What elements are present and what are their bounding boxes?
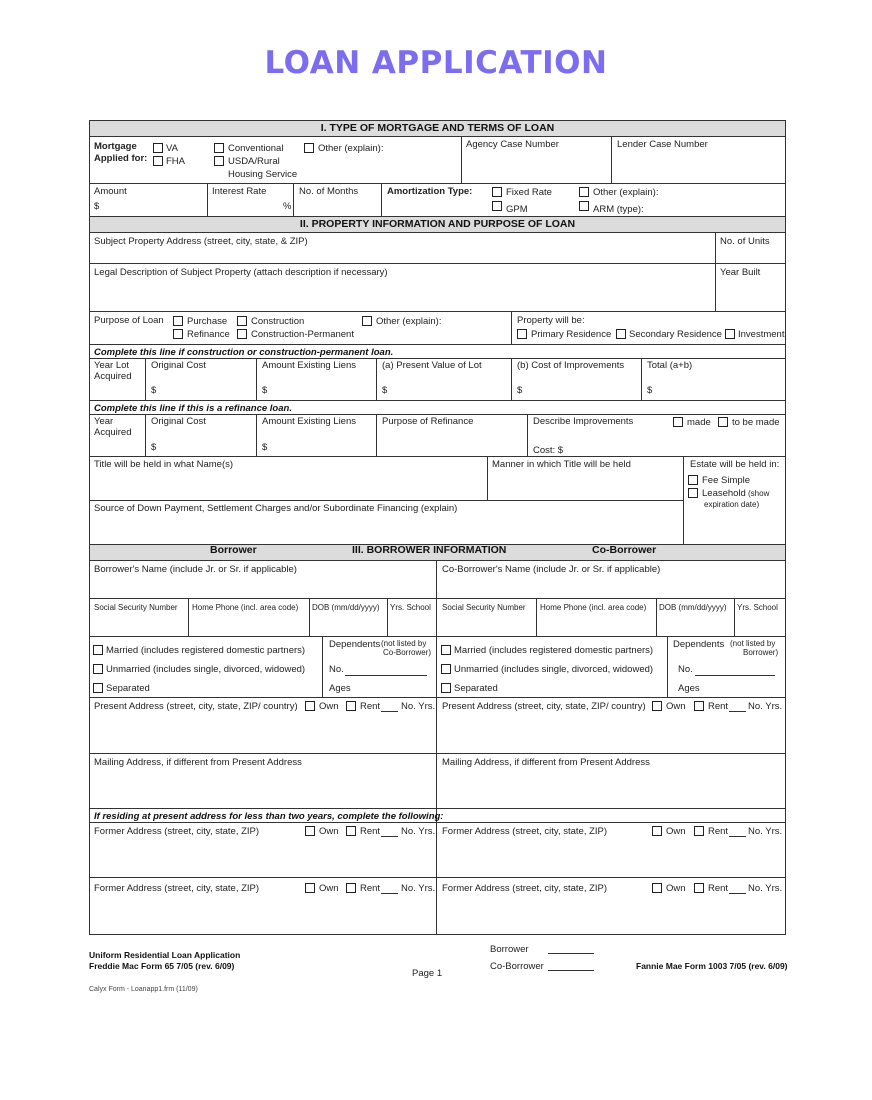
refi-purpose-label: Purpose of Refinance (382, 416, 474, 427)
refi-original-cost-dollar: $ (151, 442, 157, 453)
refi-original-cost-label: Original Cost (151, 416, 206, 427)
describe-improvements-label: Describe Improvements (533, 416, 634, 427)
units-label: No. of Units (720, 236, 770, 247)
mortgage-applied-label-2: Applied for: (94, 153, 148, 164)
property-address-label: Subject Property Address (street, city, state, & ZIP) (94, 236, 308, 247)
b-married-checkbox[interactable] (93, 645, 103, 655)
c-ages-label: Ages (678, 683, 700, 694)
leasehold-label: Leasehold (702, 488, 746, 499)
b-own-label: Own (319, 701, 339, 712)
va-checkbox[interactable] (153, 143, 163, 153)
section-3-header (89, 544, 786, 561)
b-former-2-rent-label: Rent (360, 883, 381, 894)
c-former-1-no-yrs-label: No. Yrs. (748, 826, 783, 837)
other-mortgage-checkbox[interactable] (304, 143, 314, 153)
c-former-1-own-checkbox[interactable] (652, 826, 662, 836)
b-former-2-no-yrs-label: No. Yrs. (401, 883, 436, 894)
b-unmarried-checkbox[interactable] (93, 664, 103, 674)
purpose-label: Purpose of Loan (94, 315, 164, 326)
present-value-label: (a) Present Value of Lot (382, 360, 482, 371)
primary-residence-label: Primary Residence (531, 329, 612, 340)
cost-improvements-dollar: $ (517, 385, 523, 396)
original-cost-label: Original Cost (151, 360, 206, 371)
manner-title-label: Manner in which Title will be held (492, 459, 631, 470)
c-separated-checkbox[interactable] (441, 683, 451, 693)
c-former-2-no-yrs-label: No. Yrs. (748, 883, 783, 894)
leasehold-checkbox[interactable] (688, 488, 698, 498)
b-phone-label: Home Phone (incl. area code) (192, 603, 299, 612)
c-own-checkbox[interactable] (652, 701, 662, 711)
construction-checkbox[interactable] (237, 316, 247, 326)
fha-label: FHA (166, 156, 185, 167)
b-unmarried-label: Unmarried (includes single, divorced, widowed) (106, 664, 306, 675)
c-former-2-own-label: Own (666, 883, 686, 894)
b-former-1-own-label: Own (319, 826, 339, 837)
refinance-label: Refinance (187, 329, 230, 340)
b-dependents-note: (not listed by (381, 639, 427, 648)
purchase-label: Purchase (187, 316, 228, 327)
months-label: No. of Months (299, 186, 359, 197)
existing-liens-label: Amount Existing Liens (262, 360, 356, 371)
secondary-residence-label: Secondary Residence (629, 329, 722, 340)
made-label: made (687, 417, 711, 428)
footer-page-number: Page 1 (412, 968, 443, 979)
va-label: VA (166, 143, 178, 154)
c-married-label: Married (includes registered domestic partners) (454, 645, 654, 656)
b-ssn-label: Social Security Number (94, 603, 178, 612)
c-phone-label: Home Phone (incl. area code) (540, 603, 647, 612)
interest-rate-label: Interest Rate (212, 186, 267, 197)
usda-label: USDA/Rural (228, 156, 280, 167)
c-yrs-school-label: Yrs. School (737, 603, 778, 612)
arm-checkbox[interactable] (579, 201, 589, 211)
borrower-heading: Borrower (210, 544, 257, 556)
original-cost-dollar: $ (151, 385, 157, 396)
coborrower-name-label: Co-Borrower's Name (include Jr. or Sr. if applicable) (442, 564, 661, 575)
other-mortgage-label: Other (explain): (318, 143, 384, 154)
refinance-checkbox[interactable] (173, 329, 183, 339)
refi-existing-liens-dollar: $ (262, 442, 268, 453)
lender-case-label: Lender Case Number (617, 139, 708, 150)
c-dependents-note-2: Borrower) (743, 648, 779, 657)
other-amort-label: Other (explain): (593, 187, 659, 198)
other-purpose-label: Other (explain): (376, 316, 442, 327)
estate-label: Estate will be held in: (690, 459, 780, 470)
fixed-rate-label: Fixed Rate (506, 187, 552, 198)
leasehold-note: (show (748, 489, 770, 498)
present-value-dollar: $ (382, 385, 388, 396)
c-former-1-rent-label: Rent (708, 826, 729, 837)
investment-label: Investment (738, 329, 785, 340)
improvement-cost-label: Cost: $ (533, 445, 564, 456)
usda-checkbox[interactable] (214, 156, 224, 166)
b-own-checkbox[interactable] (305, 701, 315, 711)
year-lot-label: Year Lot (94, 360, 130, 371)
to-be-made-label: to be made (732, 417, 780, 428)
amount-dollar: $ (94, 201, 100, 212)
c-dependents-label: Dependents (673, 639, 725, 650)
mortgage-applied-label: Mortgage (94, 141, 137, 152)
c-unmarried-label: Unmarried (includes single, divorced, widowed) (454, 664, 654, 675)
c-mailing-address-label: Mailing Address, if different from Present Address (442, 757, 650, 768)
gpm-checkbox[interactable] (492, 201, 502, 211)
footer-coborrower-initials-label: Co-Borrower (490, 961, 544, 972)
footer-borrower-initials-label: Borrower (490, 944, 529, 955)
b-rent-label: Rent (360, 701, 381, 712)
fee-simple-checkbox[interactable] (688, 475, 698, 485)
b-no-label: No. (329, 664, 344, 675)
footer-freddie: Freddie Mac Form 65 7/05 (rev. 6/09) (89, 961, 235, 971)
interest-percent: % (283, 201, 292, 212)
b-former-2-own-label: Own (319, 883, 339, 894)
b-former-1-no-yrs-label: No. Yrs. (401, 826, 436, 837)
leasehold-note-2: expiration date) (704, 500, 760, 509)
c-former-address-1-label: Former Address (street, city, state, ZIP) (442, 826, 608, 837)
b-present-address-label: Present Address (street, city, state, ZIP/ country) (94, 701, 298, 712)
page-title: LOAN APPLICATION (264, 45, 608, 81)
b-former-1-rent-label: Rent (360, 826, 381, 837)
year-lot-label-2: Acquired (94, 371, 132, 382)
c-dependents-note: (not listed by (730, 639, 776, 648)
residing-heading: If residing at present address for less than two years, complete the following: (94, 811, 444, 822)
b-separated-checkbox[interactable] (93, 683, 103, 693)
property-will-be-label: Property will be: (517, 315, 585, 326)
c-no-yrs-label: No. Yrs. (748, 701, 783, 712)
b-former-address-1-label: Former Address (street, city, state, ZIP) (94, 826, 260, 837)
conventional-checkbox[interactable] (214, 143, 224, 153)
primary-residence-checkbox[interactable] (517, 329, 527, 339)
construction-perm-label: Construction-Permanent (251, 329, 354, 340)
total-dollar: $ (647, 385, 653, 396)
refi-existing-liens-label: Amount Existing Liens (262, 416, 356, 427)
year-label: Year (94, 416, 114, 427)
b-former-address-2-label: Former Address (street, city, state, ZIP) (94, 883, 260, 894)
other-purpose-checkbox[interactable] (362, 316, 372, 326)
b-dependents-label: Dependents (329, 639, 381, 650)
b-yrs-school-label: Yrs. School (390, 603, 431, 612)
purchase-checkbox[interactable] (173, 316, 183, 326)
refinance-line-heading: Complete this line if this is a refinance loan. (94, 403, 292, 414)
c-former-2-rent-label: Rent (708, 883, 729, 894)
c-former-1-rent-checkbox[interactable] (694, 826, 704, 836)
cost-improvements-label: (b) Cost of Improvements (517, 360, 625, 371)
investment-checkbox[interactable] (725, 329, 735, 339)
borrower-info-heading: III. BORROWER INFORMATION (352, 544, 507, 556)
c-former-2-own-checkbox[interactable] (652, 883, 662, 893)
section-2-header: II. PROPERTY INFORMATION AND PURPOSE OF LOAN (89, 216, 786, 233)
amortization-label: Amortization Type: (387, 186, 473, 197)
c-unmarried-checkbox[interactable] (441, 664, 451, 674)
c-former-2-rent-checkbox[interactable] (694, 883, 704, 893)
total-label: Total (a+b) (647, 360, 693, 371)
gpm-label: GPM (506, 204, 528, 215)
existing-liens-dollar: $ (262, 385, 268, 396)
b-dependents-note-2: Co-Borrower) (383, 648, 432, 657)
secondary-residence-checkbox[interactable] (616, 329, 626, 339)
c-present-address-label: Present Address (street, city, state, ZIP/ country) (442, 701, 646, 712)
c-rent-label: Rent (708, 701, 729, 712)
footer-calyx: Calyx Form - Loanapp1.frm (11/09) (89, 986, 198, 993)
borrower-name-label: Borrower's Name (include Jr. or Sr. if applicable) (94, 564, 297, 575)
footer-fannie: Fannie Mae Form 1003 7/05 (rev. 6/09) (636, 961, 788, 971)
c-separated-label: Separated (454, 683, 498, 694)
c-rent-checkbox[interactable] (694, 701, 704, 711)
year-built-label: Year Built (720, 267, 761, 278)
source-down-payment-label: Source of Down Payment, Settlement Charges and/or Subordinate Financing (explain) (94, 503, 458, 514)
b-former-1-own-checkbox[interactable] (305, 826, 315, 836)
c-ssn-label: Social Security Number (442, 603, 526, 612)
usda-label-2: Housing Service (228, 169, 298, 180)
c-married-checkbox[interactable] (441, 645, 451, 655)
b-no-yrs-label: No. Yrs. (401, 701, 436, 712)
to-be-made-checkbox[interactable] (718, 417, 728, 427)
other-amort-checkbox[interactable] (579, 187, 589, 197)
b-married-label: Married (includes registered domestic partners) (106, 645, 306, 656)
b-mailing-address-label: Mailing Address, if different from Present Address (94, 757, 302, 768)
b-former-1-rent-checkbox[interactable] (346, 826, 356, 836)
construction-perm-checkbox[interactable] (237, 329, 247, 339)
arm-label: ARM (type): (593, 204, 644, 215)
c-own-label: Own (666, 701, 686, 712)
amount-label: Amount (94, 186, 127, 197)
conventional-label: Conventional (228, 143, 284, 154)
c-former-address-2-label: Former Address (street, city, state, ZIP) (442, 883, 608, 894)
title-name-label: Title will be held in what Name(s) (94, 459, 234, 470)
b-former-2-own-checkbox[interactable] (305, 883, 315, 893)
b-ages-label: Ages (329, 683, 351, 694)
legal-description-label: Legal Description of Subject Property (attach description if necessary) (94, 267, 388, 278)
construction-line-heading: Complete this line if construction or construction-permanent loan. (94, 347, 394, 358)
b-separated-label: Separated (106, 683, 150, 694)
footer-urla: Uniform Residential Loan Application (89, 950, 241, 960)
coborrower-heading: Co-Borrower (592, 544, 657, 556)
c-dob-label: DOB (mm/dd/yyyy) (659, 603, 727, 612)
agency-case-label: Agency Case Number (466, 139, 559, 150)
year-label-2: Acquired (94, 427, 132, 438)
construction-label: Construction (251, 316, 305, 327)
fha-checkbox[interactable] (153, 156, 163, 166)
c-former-1-own-label: Own (666, 826, 686, 837)
b-former-2-rent-checkbox[interactable] (346, 883, 356, 893)
fee-simple-label: Fee Simple (702, 475, 751, 486)
section-1-header: I. TYPE OF MORTGAGE AND TERMS OF LOAN (89, 120, 786, 137)
fixed-rate-checkbox[interactable] (492, 187, 502, 197)
made-checkbox[interactable] (673, 417, 683, 427)
c-no-label: No. (678, 664, 693, 675)
b-dob-label: DOB (mm/dd/yyyy) (312, 603, 380, 612)
b-rent-checkbox[interactable] (346, 701, 356, 711)
